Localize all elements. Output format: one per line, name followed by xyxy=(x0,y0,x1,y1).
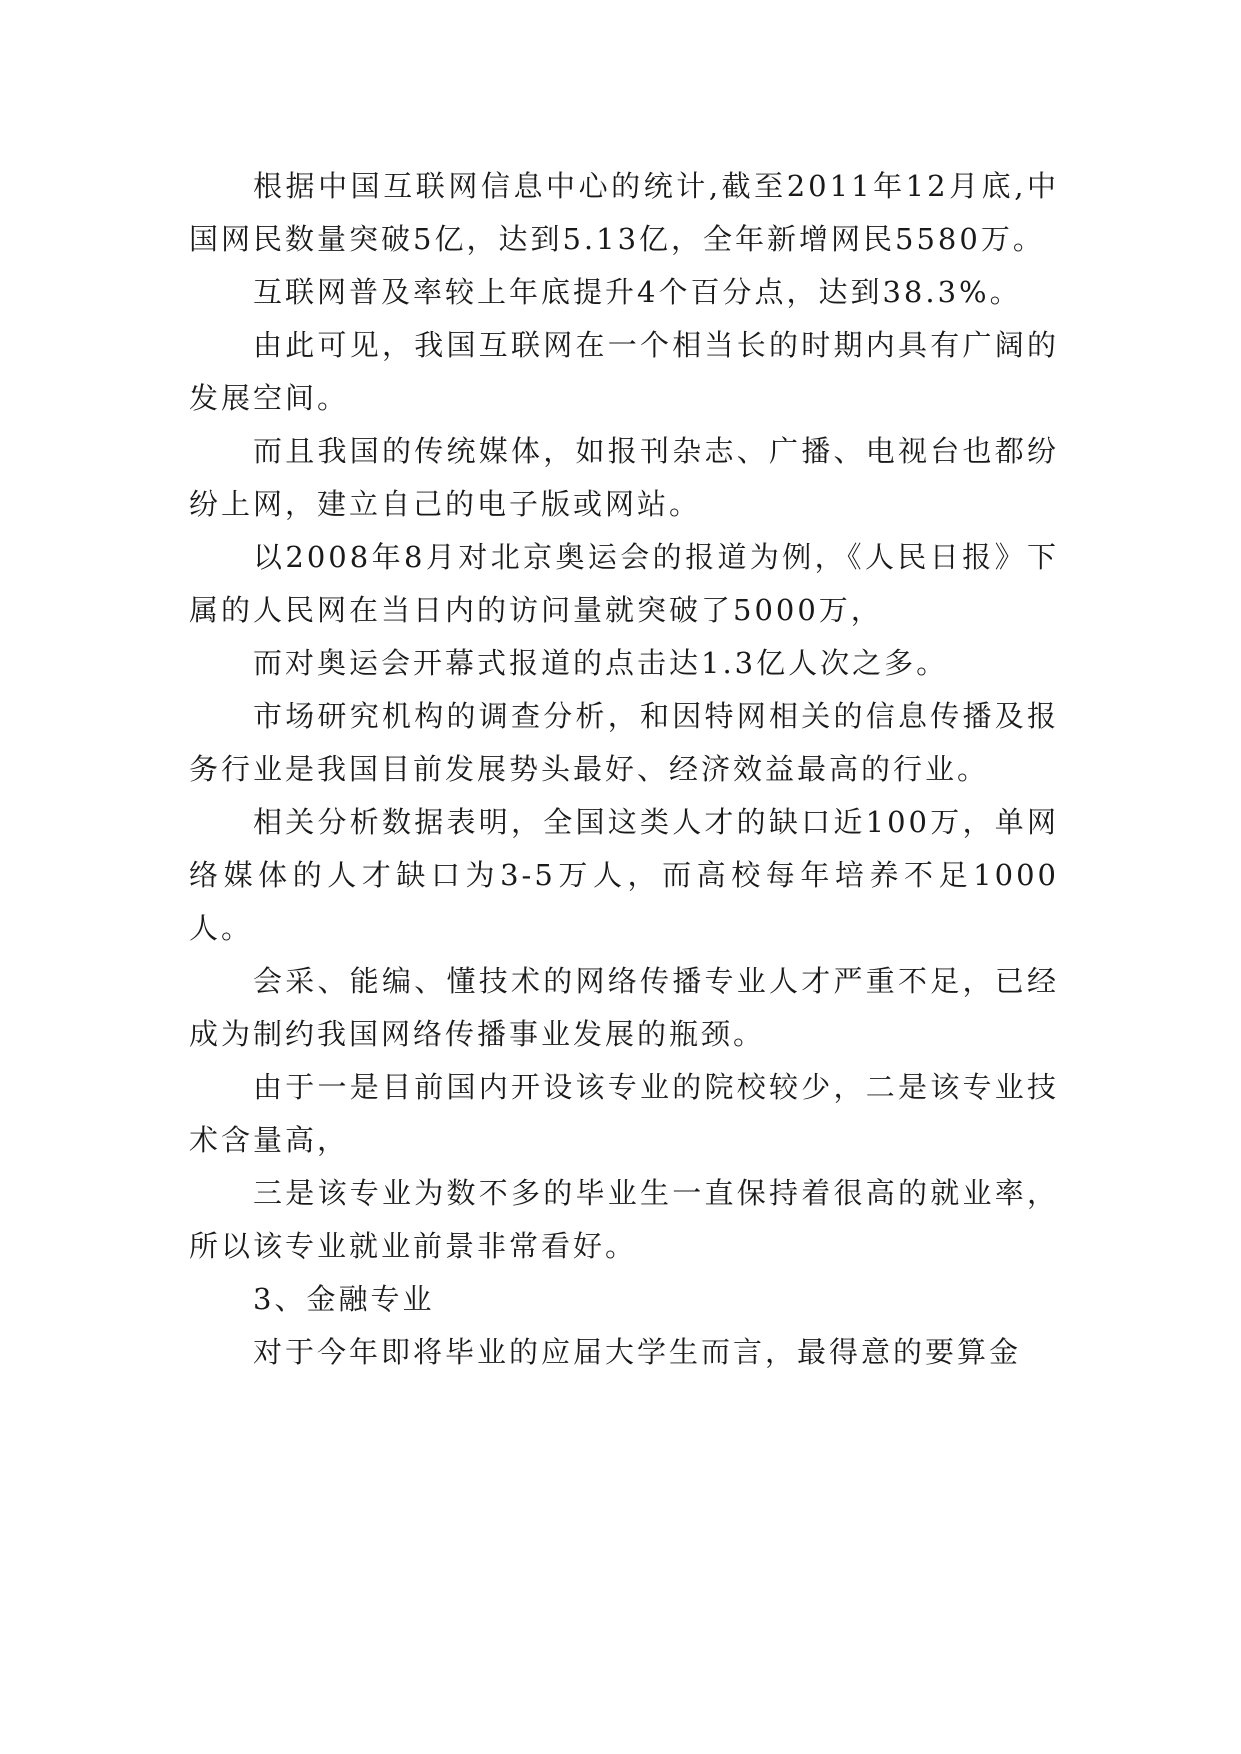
paragraph-reason-one-two: 由于一是目前国内开设该专业的院校较少，二是该专业技术含量高， xyxy=(189,1070,1059,1157)
paragraph-reason-three: 三是该专业为数不多的毕业生一直保持着很高的就业率，所以该专业就业前景非常看好。 xyxy=(189,1176,1059,1263)
paragraph-bottleneck: 会采、能编、懂技术的网络传播专业人才严重不足，已经成为制约我国网络传播事业发展的瓶颈。 xyxy=(189,964,1059,1051)
section-heading-finance: 3、金融专业 xyxy=(253,1282,435,1316)
paragraph-market-research: 市场研究机构的调查分析，和因特网相关的信息传播及报务行业是我国目前发展势头最好、经济效益最高的行业。 xyxy=(189,699,1059,786)
paragraph-finance-intro: 对于今年即将毕业的应届大学生而言，最得意的要算金 xyxy=(253,1335,1022,1369)
document-body xyxy=(189,160,1059,1379)
paragraph-internet-users: 根据中国互联网信息中心的统计,截至2011年12月底,中国网民数量突破5亿，达到5.13亿，全年新增网民5580万。 xyxy=(189,169,1059,256)
paragraph-traditional-media: 而且我国的传统媒体，如报刊杂志、广播、电视台也都纷纷上网，建立自己的电子版或网站。 xyxy=(189,434,1059,521)
paragraph-development-space: 由此可见，我国互联网在一个相当长的时期内具有广阔的发展空间。 xyxy=(189,328,1059,415)
paragraph-talent-gap: 相关分析数据表明，全国这类人才的缺口近100万，单网络媒体的人才缺口为3-5万人，而高校每年培养不足1000人。 xyxy=(189,805,1059,945)
paragraph-olympics-example: 以2008年8月对北京奥运会的报道为例，《人民日报》下属的人民网在当日内的访问量就突破了5000万， xyxy=(189,540,1059,627)
paragraph-opening-ceremony: 而对奥运会开幕式报道的点击达1.3亿人次之多。 xyxy=(253,646,949,680)
paragraph-penetration-rate: 互联网普及率较上年底提升4个百分点，达到38.3%。 xyxy=(253,275,1022,309)
